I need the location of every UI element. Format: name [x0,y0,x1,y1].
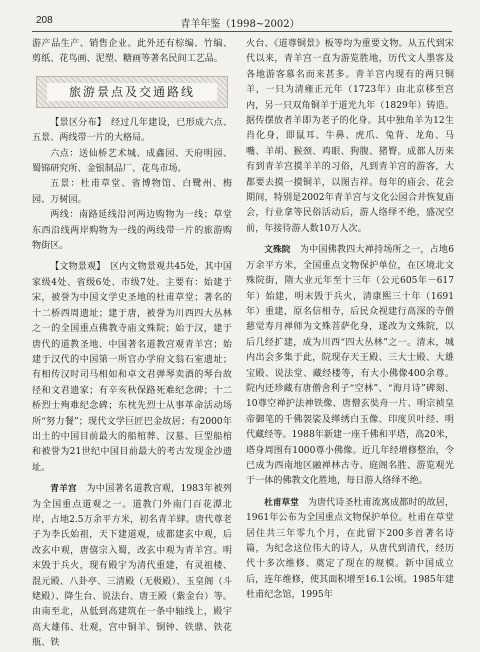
entry-keyword: 文殊院 [264,245,291,256]
entry-keyword: 杜甫草堂 [264,497,299,508]
paragraph: 两线：南路延线沿河两边购物为一线；草堂东西沿线两岸购物为一线的两线带一片的旅游购物街区。 [32,210,232,252]
paragraph: 【景区分布】 经过几年建设，已形成六点、五景、两线带一片的大格局。 [32,117,232,144]
left-column [32,37,232,652]
entry-text: 为唐代诗圣杜甫流寓成都时的故居，1961年公布为全国重点文物保护单位。杜甫在草堂居住共三年零九个月，在此留下200多首著名诗篇，为纪念这位伟大的诗人，从唐代到清代，经历代十多次维修、奠定了现在的规模。新中国成立后，连年维修，使其面积增至16.1公顷。1985年建杜甫纪念馆，1995年 [246,497,454,601]
page-number: 208 [36,15,53,26]
header-rule [32,31,452,32]
paragraph: 火台、《道尊铜景》板等均为重要文物。从五代到宋代以来，青羊宫一直为游览胜地，历代文人墨客及各地游客慕名而来甚多。青羊宫内现有的两只铜羊，一只为清雍正元年（1723年）由北京移至宫内，另一只双角铜羊于道光九年（1829年）铸造。据传摆放者羊即为老子的化身。其中独角羊为12生肖化身，即鼠耳、牛鼻、虎爪、兔背、龙角、马嘴、羊胡、猴颈、鸡眼、狗腹、猪臀。成都人历来有到青羊宫摸羊羊的习俗，凡到青羊宫的游客，大都要去摸一摸铜羊，以图吉祥。每年的庙会、花会期间，特别是2002年青羊宫与文化公园合并恢复庙会，行业拿等民俗活动后，游人络绎不绝，盛况空前，年接待游人数10万人次。 [246,39,454,234]
section-title: 旅游景点及交通路线 [47,83,217,101]
entry-text: 为中国佛教四大禅持场所之一，占地6万余平方米，全国重点文物保护单位，在区境北文殊院街，隋大业元年至十三年（公元605年－617年）始建，明末毁于兵火，清康熙三十年（1691年）重建，原名信相寺，后民众视建行高深的寺僧慈觉寿月禅师为文殊菩萨化身，遂改为文殊院，以后几经扩建，成为川西“四大丛林”之一。清末，城内出会多集于此，院现存天王殿、三大士殿、大雄宝殿、说法堂、藏经楼等，有大小佛像400余尊。院内还珍藏有唐僧舍利子“空林”、“海月诗”碑刻、10尊空禅护法神铁像、唐僧玄奘舟一片、明宗祯皇帝御笔的千佛袈裟及缂绣白玉像、印度贝叶经、明代藏经等。1988年新建一座千佛和平塔，高20米，塔身周围有1000尊小佛像。近几年经增修整治，令已成为西南地区融禅林古寺、庭阁名胜、游览观光于一体的佛教文化胜地，每日游人络绎不绝。 [246,245,454,487]
paragraph: 【文物景观】 区内文物景观共45处，其中国家级4处、省级6处、市级7处。主要有：始建于宋，被誉为中国文学史圣地的杜甫草堂；著名的十二桥西周遗址；建于唐，被誉为川西四大丛林之一的全国重点佛教寺庙文殊院；始于汉，建于唐代的道教圣地、中国著名道教宫观青羊宫；始建于汉代的中国第一所官办学府文翁石室遗址；有相传汉时司马相如和卓文君弹琴卖酒的琴台故径和文君遗家；有辛亥秋保路死难纪念碑；十二桥烈士殉难纪念碑；东枕先烈士从事革命活动场所“努力餐”；现代文学巨匠巴金故居；有2000年出土的中国目前最大的船棺葬、汉墓、巨型船棺和被誉为21世纪中国目前最大的考古发现金沙遗址。 [32,262,232,473]
running-title: 青羊年鉴（1998~2002） [180,19,300,30]
paragraph: 游产品生产、销售企业。此外还有棕编、竹编、剪纸、花鸟画、泥塑、糖画等著名民间工艺品。 [32,39,232,65]
running-header [0,14,480,30]
paragraph [246,243,454,490]
entry-keyword: 青羊宫 [50,484,77,495]
entry-text: 为中国著名道教宫观，1983年被列为全国重点道观之一。道教门外南门百花潭北岸，占地2.5万余平方米，初名青羊肆。唐代尊老子为李氏始祖，天下建道观，成都建玄中观，后改玄中观，唐僖宗入蜀，改玄中观为青羊宫。明末毁于兵火，现有殿宇为清代重建，有灵祖楼、混元殿、八卦亭、三清殿（无极殿）、玉皇阁（斗姥殿）、降生台、说法台、唐王殿（紫金台）等。由南至北，从低到高建筑在一条中轴线上，殿宇高大雄伟、壮观，宫中铜羊、铜钟、铁鼎、铁花瓶、铁 [32,484,232,649]
paragraph [246,496,454,604]
paragraph [32,482,232,651]
right-column [246,37,454,604]
paragraph: 六点：送仙桥艺术城、成鑫园、天府明园、蜀锦研究所、金银制品厂、花鸟市场。 [32,148,232,175]
paragraph: 五景：杜甫草堂、省博物馆、白鹭州、梅园、万树园。 [32,179,232,205]
section-banner [36,76,228,108]
